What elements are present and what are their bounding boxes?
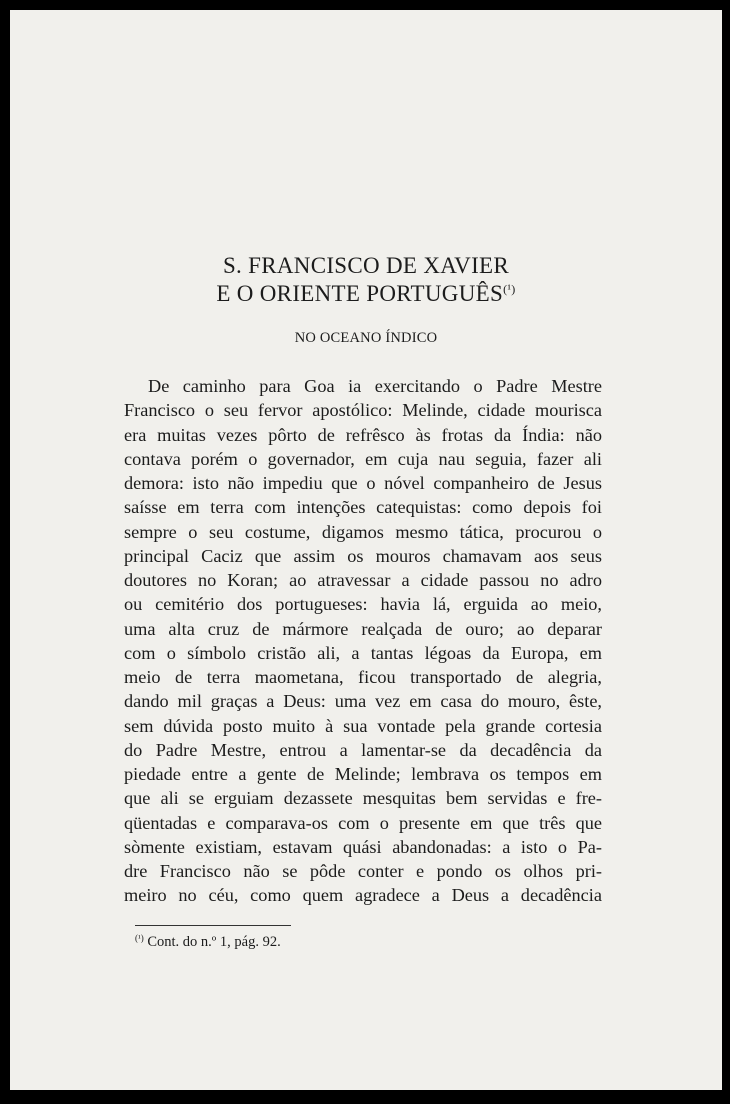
article-title-line-1: S. FRANCISCO DE XAVIER [222, 253, 510, 278]
footnote-marker: (¹) [135, 933, 144, 943]
body-line: demora: isto não impediu que o nóvel companheiro de Jesus [124, 473, 602, 493]
footnote-divider [135, 925, 291, 926]
body-line: sem dúvida posto muito à sua vontade pela grande cortesia [124, 715, 602, 736]
body-line: era muitas vezes pôrto de refrêsco às frotas da Índia: não [124, 424, 602, 445]
title-line-2-text: E O ORIENTE PORTUGUÊS [216, 281, 504, 306]
body-line: sòmente existiam, estavam quási abandonadas: a isto o Pa- [124, 836, 602, 857]
body-line: principal Caciz que assim os mouros chamavam aos seus [124, 545, 602, 566]
page [10, 10, 722, 1090]
body-line: contava porém o governador, em cuja nau seguia, fazer ali [124, 448, 602, 469]
body-line: meio de terra maometana, ficou transportado de alegria, [124, 667, 602, 687]
body-line: meiro no céu, como quem agradece a Deus a decadência [124, 885, 602, 906]
body-line: saísse em terra com intenções catequistas: como depois foi [124, 497, 602, 518]
section-subtitle: NO OCEANO ÍNDICO [294, 330, 438, 346]
body-line: que ali se erguiam dezassete mesquitas bem servidas e fre- [124, 788, 602, 809]
body-line: com o símbolo cristão ali, a tantas légoas da Europa, em [124, 642, 602, 663]
body-line: dre Francisco não se pôde conter e pondo os olhos pri- [124, 861, 602, 881]
body-line: De caminho para Goa ia exercitando o Padre Mestre [148, 376, 602, 396]
body-line: uma alta cruz de mármore realçada de ouro; ao deparar [124, 618, 602, 639]
body-line: doutores no Koran; ao atravessar a cidade passou no adro [124, 570, 602, 590]
body-line: Francisco o seu fervor apostólico: Melinde, cidade mourisca [124, 400, 602, 421]
body-line: do Padre Mestre, entrou a lamentar-se da decadência da [124, 739, 602, 760]
body-text [124, 374, 602, 908]
body-line: dando mil graças a Deus: uma vez em casa do mouro, êste, [124, 691, 602, 712]
body-line: sempre o seu costume, digamos mesmo tática, procurou o [124, 521, 602, 542]
footnote-text: Cont. do n.º 1, pág. 92. [147, 934, 281, 950]
article-title-line-2 [10, 281, 722, 307]
body-line: qüentadas e comparava-os com o presente em que três que [124, 812, 602, 833]
body-line: piedade entre a gente de Melinde; lembrava os tempos em [124, 764, 602, 784]
footnote [135, 933, 281, 951]
body-line: ou cemitério dos portugueses: havia lá, erguida ao meio, [124, 594, 602, 615]
title-footnote-ref: (¹) [503, 282, 516, 296]
